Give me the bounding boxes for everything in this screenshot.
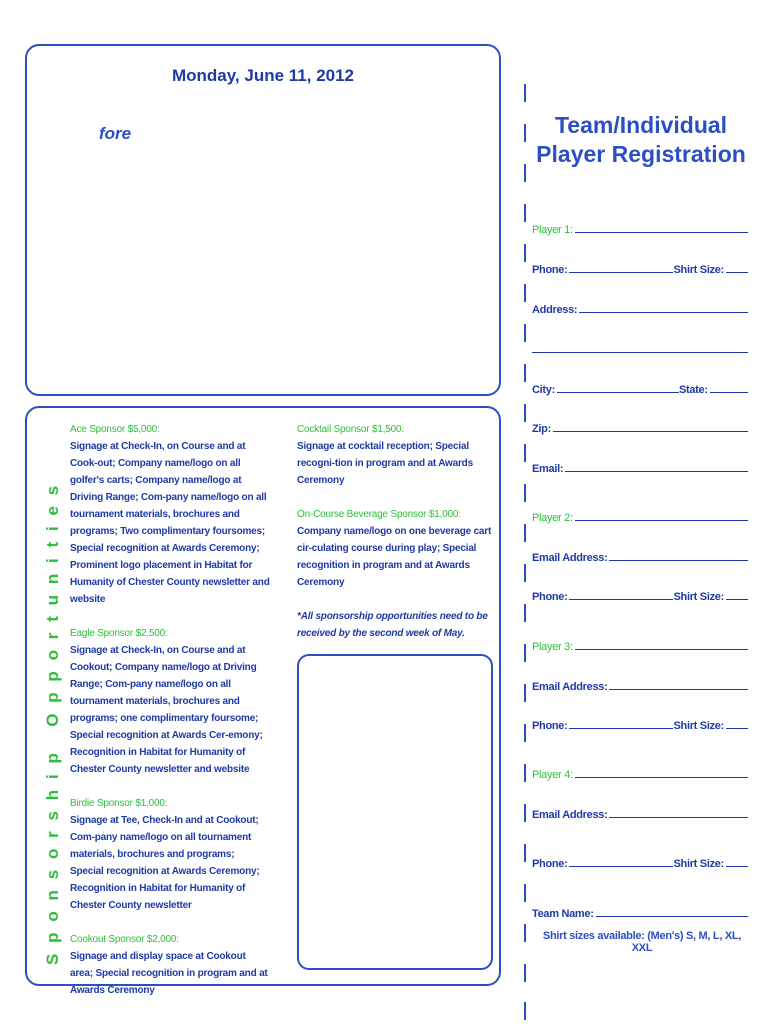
- email-label: Email:: [532, 463, 564, 475]
- divider-dash: [524, 364, 526, 382]
- shirt-size-field[interactable]: [726, 866, 748, 867]
- sponsor-cocktail: [297, 421, 493, 489]
- address-field[interactable]: [579, 312, 748, 313]
- shirt-sizes-note: Shirt sizes available: (Men's) S, M, L, XL, XXL: [542, 930, 742, 954]
- player1-label: Player 1:: [532, 224, 573, 236]
- sponsor-body: Signage at Check-In, on Course and at Cookout; Company name/logo at Driving Range; Com-pany name/logo on all tournament materials, brochures and programs; one complimentary foursome; Special recognition at Awards Cer-emony; Recognition in Habitat for Humanity of Chester County newsletter and website: [70, 645, 263, 775]
- divider-dash: [524, 764, 526, 782]
- sponsor-eagle: [70, 625, 270, 778]
- divider-dash: [524, 84, 526, 102]
- player4-phone-row: [532, 848, 748, 870]
- shirt-size-field[interactable]: [726, 728, 748, 729]
- player2-email-field[interactable]: [609, 560, 748, 561]
- divider-dash: [524, 724, 526, 742]
- state-field[interactable]: [710, 392, 748, 393]
- divider-dash: [524, 484, 526, 502]
- player3-label: Player 3:: [532, 641, 573, 653]
- player3-email-field[interactable]: [609, 689, 748, 690]
- address-label: Address:: [532, 304, 578, 316]
- divider-dash: [524, 1002, 526, 1020]
- player4-email-row: [532, 799, 748, 821]
- phone-label: Phone:: [532, 720, 568, 732]
- sponsor-left-column: [70, 421, 270, 999]
- player1-row: [532, 214, 748, 236]
- divider-dash: [524, 244, 526, 262]
- player2-row: [532, 502, 748, 524]
- email-row: [532, 453, 748, 475]
- address-row: [532, 294, 748, 316]
- sponsor-body: Signage and display space at Cookout area; Special recognition in program and at Awards Ceremony: [70, 951, 268, 996]
- sponsor-deadline-note: [297, 608, 493, 642]
- divider-dash: [524, 924, 526, 942]
- divider-dash: [524, 964, 526, 982]
- team-name-row: [532, 898, 748, 920]
- sponsor-body: Signage at Tee, Check-In and at Cookout; Com-pany name/logo on all tournament materials, brochures and programs; Special recognition at Awards Ceremony; Recognition in Habitat for Humanity of Chester County newsletter: [70, 815, 260, 911]
- player4-email-field[interactable]: [609, 817, 748, 818]
- registration-title: [530, 111, 752, 169]
- shirt-size-label: Shirt Size:: [673, 858, 724, 870]
- phone-field[interactable]: [569, 728, 673, 729]
- phone-field[interactable]: [569, 272, 673, 273]
- city-state-row: [532, 374, 748, 396]
- player2-phone-row: [532, 581, 748, 603]
- email-address-label: Email Address:: [532, 681, 608, 693]
- divider-dash: [524, 644, 526, 662]
- address-line2-row: [532, 334, 748, 356]
- event-date: Monday, June 11, 2012: [171, 66, 355, 85]
- player2-field[interactable]: [575, 520, 748, 521]
- sponsor-body: Signage at Check-In, on Course and at Cook-out; Company name/logo on all golfer's carts; Company name/logo at Driving Range; Com-pany name/logo on all tournament materials, brochures and programs; Two complimentary foursomes; Special recognition at Awards Ceremony; Prominent logo placement in Habitat for Humanity of Chester County newsletter and website: [70, 441, 270, 605]
- sponsor-body: Company name/logo on one beverage cart cir-culating course during play; Special recognition in program and at Awards Ceremony: [297, 526, 492, 588]
- zip-field[interactable]: [553, 431, 748, 432]
- divider-dash: [524, 324, 526, 342]
- sponsor-title: Cookout Sponsor $2,000:: [70, 934, 179, 945]
- zip-row: [532, 413, 748, 435]
- divider-dash: [524, 524, 526, 542]
- divider-dash: [524, 884, 526, 902]
- sponsor-body: Signage at cocktail reception; Special recogni-tion in program and at Awards Ceremony: [297, 441, 473, 486]
- sponsor-cookout: [70, 931, 270, 999]
- zip-label: Zip:: [532, 423, 551, 435]
- logo-placeholder-box: [297, 654, 493, 970]
- sponsor-title: Birdie Sponsor $1,000:: [70, 798, 168, 809]
- shirt-size-field[interactable]: [726, 272, 748, 273]
- player3-phone-row: [532, 710, 748, 732]
- player4-field[interactable]: [575, 777, 748, 778]
- event-info-box: [25, 44, 501, 396]
- player3-row: [532, 631, 748, 653]
- email-address-label: Email Address:: [532, 809, 608, 821]
- sponsor-ace: [70, 421, 270, 608]
- player2-email-row: [532, 542, 748, 564]
- sponsor-birdie: [70, 795, 270, 914]
- email-field[interactable]: [565, 471, 748, 472]
- state-label: State:: [678, 384, 708, 396]
- phone-field[interactable]: [569, 866, 673, 867]
- shirt-size-label: Shirt Size:: [673, 720, 724, 732]
- sponsor-title: Eagle Sponsor $2,500:: [70, 628, 168, 639]
- city-label: City:: [532, 384, 555, 396]
- player4-label: Player 4:: [532, 769, 573, 781]
- divider-dash: [524, 404, 526, 422]
- sponsor-title: Ace Sponsor $5,000:: [70, 424, 160, 435]
- divider-dash: [524, 844, 526, 862]
- divider-dash: [524, 124, 526, 142]
- shirt-size-field[interactable]: [726, 599, 748, 600]
- email-address-label: Email Address:: [532, 552, 608, 564]
- phone-field[interactable]: [569, 599, 673, 600]
- phone-label: Phone:: [532, 264, 568, 276]
- phone-label: Phone:: [532, 591, 568, 603]
- sponsor-right-column: [297, 421, 493, 642]
- sponsor-beverage: [297, 506, 493, 591]
- team-name-label: Team Name:: [532, 908, 594, 920]
- player3-email-row: [532, 671, 748, 693]
- divider-dash: [524, 444, 526, 462]
- divider-dash: [524, 204, 526, 222]
- sponsorship-vertical-title: Sponsorship Opportunities: [43, 474, 62, 965]
- shirt-size-label: Shirt Size:: [673, 264, 724, 276]
- phone-label: Phone:: [532, 858, 568, 870]
- sponsor-title: Cocktail Sponsor $1,500:: [297, 424, 404, 435]
- registration-title-line1: Team/Individual: [554, 112, 728, 138]
- divider-dash: [524, 684, 526, 702]
- player2-label: Player 2:: [532, 512, 573, 524]
- player1-field[interactable]: [575, 232, 748, 233]
- divider-dash: [524, 564, 526, 582]
- divider-dash: [524, 804, 526, 822]
- sponsor-title: On-Course Beverage Sponsor $1,000:: [297, 509, 461, 520]
- player1-phone-row: [532, 254, 748, 276]
- shirt-size-label: Shirt Size:: [673, 591, 724, 603]
- registration-title-line2: Player Registration: [536, 141, 746, 167]
- divider-dash: [524, 164, 526, 182]
- city-field[interactable]: [557, 392, 679, 393]
- divider-dash: [524, 284, 526, 302]
- event-tagline: fore: [99, 124, 132, 143]
- team-name-field[interactable]: [596, 916, 748, 917]
- deadline-note: *All sponsorship opportunities need to be received by the second week of May.: [297, 611, 488, 639]
- player4-row: [532, 759, 748, 781]
- address-line2-field[interactable]: [532, 352, 748, 353]
- divider-dash: [524, 604, 526, 622]
- player3-field[interactable]: [575, 649, 748, 650]
